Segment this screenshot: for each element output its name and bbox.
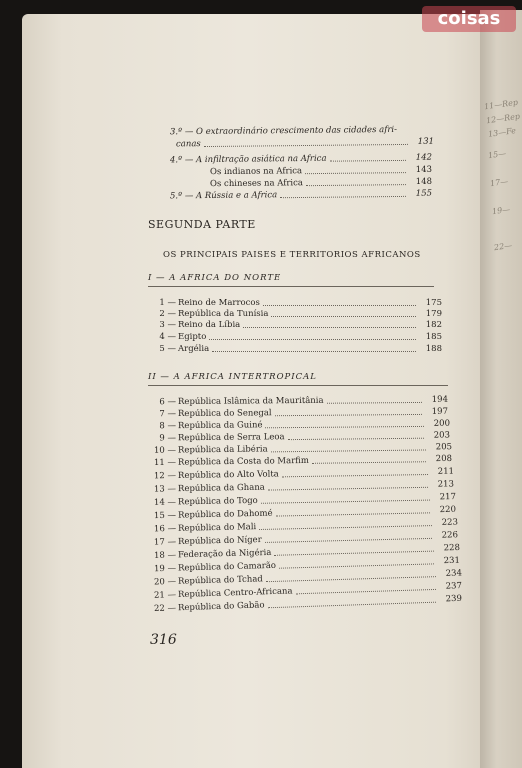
toc-entry: 18 — Federação da Nigéria 228 — [153, 542, 461, 561]
toc-entry: 16 — República do Mali 223 — [153, 517, 459, 535]
section-heading-north: I — A AFRICA DO NORTE — [148, 273, 282, 283]
toc-entry: 15 — República do Dahomé 220 — [153, 504, 457, 522]
toc-entry: 4 — Egipto 185 — [159, 332, 442, 342]
toc-entry: 9 — República de Serra Leoa 203 — [159, 430, 451, 444]
toc-entry: Os indianos na Africa 143 — [209, 164, 433, 178]
toc-entry: 22 — República do Gabão 239 — [153, 593, 463, 615]
facing-page-edge: 11—Rep 12—Rep 13—Fe 15— 17— 19— 22— — [480, 10, 522, 768]
toc-entry: 14 — República do Togo 217 — [153, 492, 457, 508]
toc-entry: 3.º — O extraordinário crescimento das cidades afri- — [169, 124, 398, 138]
part-heading: SEGUNDA PARTE — [148, 218, 256, 231]
part-subtitle: OS PRINCIPAIS PAISES E TERRITORIOS AFRICANOS — [163, 250, 421, 260]
section-divider — [148, 286, 434, 287]
toc-entry: 5 — Argélia 188 — [159, 344, 442, 354]
toc-entry: 6 — República Islâmica da Mauritânia 194 — [159, 394, 449, 408]
toc-entry: 12 — República do Alto Volta 211 — [153, 466, 455, 482]
toc-entry: 21 — República Centro-Africana 237 — [153, 581, 463, 601]
toc-entry: 17 — República do Níger 226 — [153, 530, 459, 548]
toc-entry: 11 — República da Costa do Marfim 208 — [153, 453, 453, 469]
toc-entry: 8 — República da Guiné 200 — [159, 418, 451, 432]
section-heading-intertropical: II — A AFRICA INTERTROPICAL — [148, 372, 317, 382]
toc-entry: 20 — República do Tchad 234 — [153, 568, 463, 588]
section-divider — [148, 385, 448, 386]
toc-entry: 13 — República da Ghana 213 — [153, 479, 455, 495]
toc-entry: 7 — República do Senegal 197 — [159, 406, 449, 420]
toc-entry: Os chineses na Africa 148 — [209, 176, 433, 190]
toc-entry: 19 — República do Camarão 231 — [153, 555, 461, 575]
toc-entry: 10 — República da Libéria 205 — [153, 442, 453, 456]
toc-entry: 5.º — A Rússia e a Africa 155 — [169, 188, 433, 202]
toc-entry: 3 — Reino da Líbia 182 — [159, 320, 442, 330]
watermark-logo: coisas — [422, 6, 516, 32]
page-number: 316 — [150, 632, 177, 648]
toc-entry: canas 131 — [175, 136, 435, 150]
toc-entry: 2 — República da Tunísia 179 — [159, 309, 442, 319]
toc-entry: 4.º — A infiltração asiática na Africa 142 — [169, 152, 433, 166]
toc-entry: 1 — Reino de Marrocos 175 — [159, 298, 442, 308]
